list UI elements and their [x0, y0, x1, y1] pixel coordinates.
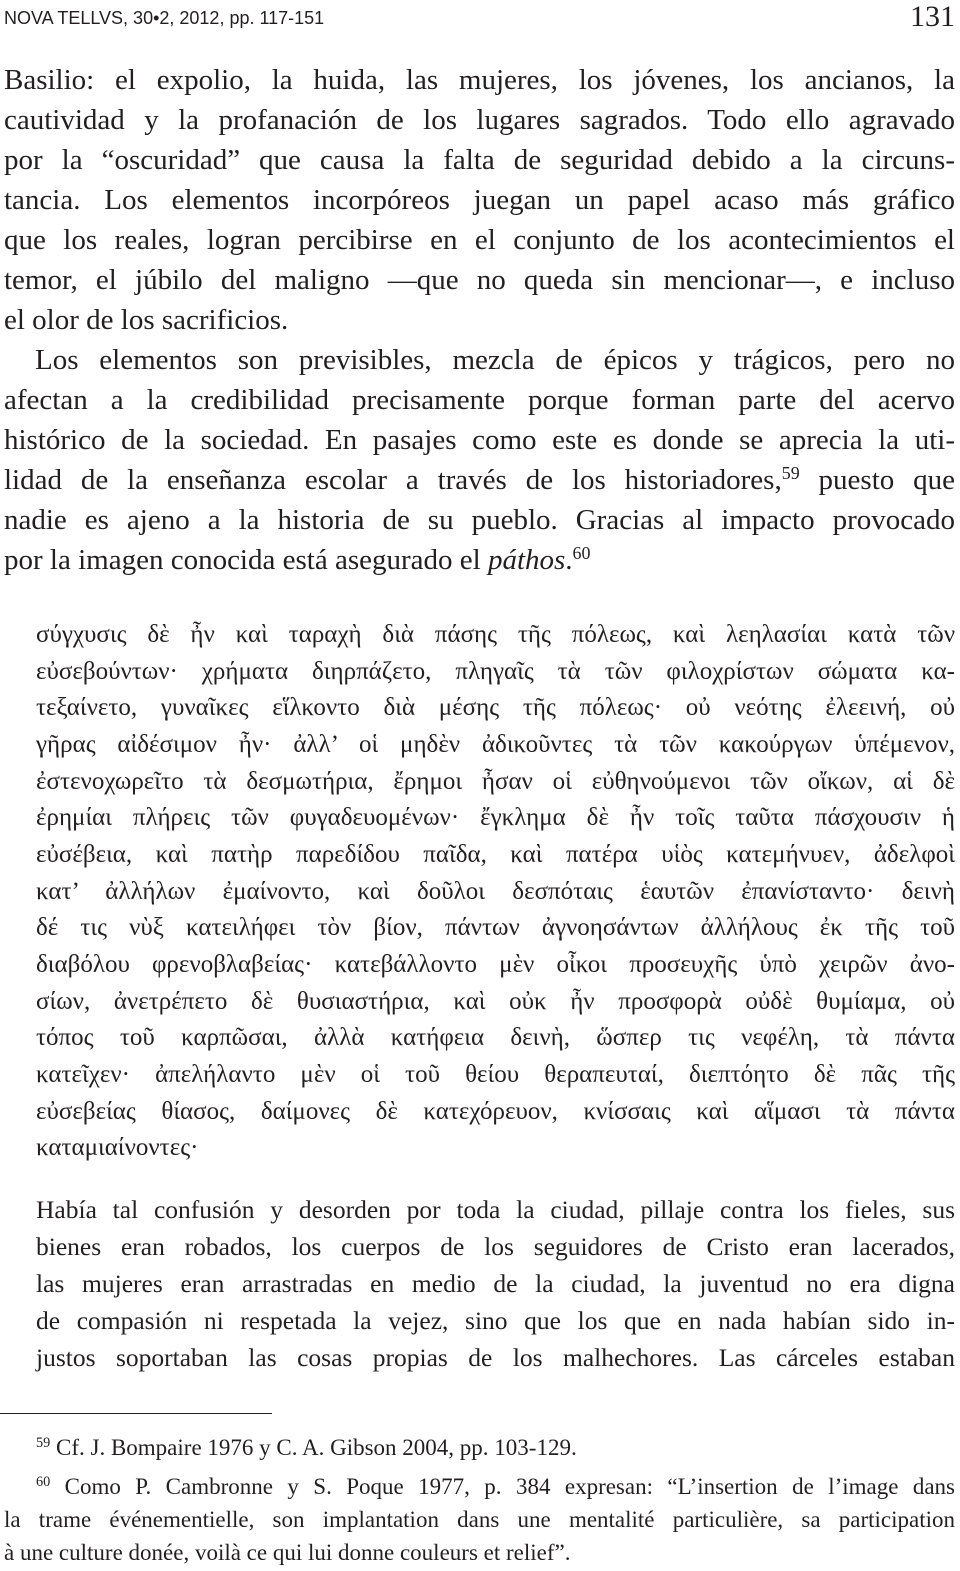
greek-line: τεξαίνετο, γυναῖκες εἵλκοντο διὰ μέσης τῆς πόλεως· οὐ νεότης ἐλεεινή, οὐ	[36, 694, 955, 722]
italic-term: páthos	[487, 544, 566, 576]
body-line-text: lidad de la enseñanza escolar a través de los historiadores,	[4, 464, 782, 496]
body-line: por la “oscuridad” que causa la falta de seguridad debido a la circuns-	[4, 144, 955, 176]
greek-line: κατ’ ἀλλήλων ἐμαίνοντο, καὶ δοῦλοι δεσπόταις ἑαυτῶν ἐπανίσταντο· δεινὴ	[36, 877, 955, 905]
body-line	[4, 540, 955, 580]
page-number: 131	[910, 0, 955, 33]
body-line: cautividad y la profanación de los lugares sagrados. Todo ello agravado	[4, 104, 955, 136]
translation-line: bienes eran robados, los cuerpos de los seguidores de Cristo eran lacerados,	[36, 1232, 955, 1261]
greek-line: ἐρημίαι πλήρεις τῶν φυγαδευομένων· ἔγκλημα δὲ ἦν τοῖς ταῦτα πάσχουσιν ἡ	[36, 804, 955, 832]
translation-line: Había tal confusión y desorden por toda la ciudad, pillaje contra los fieles, sus	[36, 1195, 955, 1224]
footnote-line	[4, 1431, 955, 1464]
footnote-line	[4, 1470, 955, 1503]
translation-line: las mujeres eran arrastradas en medio de la ciudad, la juventud no era digna	[36, 1269, 955, 1298]
body-line: histórico de la sociedad. En pasajes como este es donde se aprecia la uti-	[4, 424, 955, 456]
footnote-separator	[0, 1413, 272, 1414]
footnote-60	[4, 1470, 955, 1569]
greek-line: εὐσεβούντων· χρήματα διηρπάζετο, πληγαῖς τὰ τῶν φιλοχρίστων σώματα κα-	[36, 657, 955, 685]
body-line: temor, el júbilo del maligno —que no queda sin mencionar—, e incluso	[4, 264, 955, 296]
body-line: Basilio: el expolio, la huida, las mujeres, los jóvenes, los ancianos, la	[4, 64, 955, 96]
footnote-line: à une culture donée, voilà ce qui lui donne couleurs et relief”.	[4, 1540, 571, 1565]
greek-line: τόπος τοῦ καρπῶσαι, ἀλλὰ κατήφεια δεινὴ, ὥσπερ τις νεφέλη, τὰ πάντα	[36, 1024, 955, 1052]
translation-line: de compasión ni respetada la vejez, sino que los que en nada habían sido in-	[36, 1306, 955, 1335]
greek-quotation	[36, 617, 955, 1167]
body-text	[4, 60, 955, 580]
body-line: afectan a la credibilidad precisamente porque forman parte del acervo	[4, 384, 955, 416]
footnote-reference: 59	[781, 463, 800, 484]
greek-line: διαβόλου φρενοβλαβείας· κατεβάλλοντο μὲν οἶκοι προσευχῆς ὑπὸ χειρῶν ἀνο-	[36, 950, 955, 978]
body-line	[4, 460, 955, 500]
greek-line: σύγχυσις δὲ ἦν καὶ ταραχὴ διὰ πάσης τῆς πόλεως, καὶ λεηλασίαι κατὰ τῶν	[36, 621, 955, 648]
greek-line: κατεῖχεν· ἀπελήλαντο μὲν οἱ τοῦ θείου θεραπευταί, διεπτόητο δὲ πᾶς τῆς	[36, 1060, 955, 1088]
body-line: que los reales, logran percibirse en el conjunto de los acontecimientos el	[4, 224, 955, 256]
body-line: el olor de los sacrificios.	[4, 304, 289, 336]
greek-line: σίων, ἀνετρέπετο δὲ θυσιαστήρια, καὶ οὐκ ἦν προσφορὰ οὐδὲ θυμίαμα, οὐ	[36, 987, 955, 1015]
greek-line: δέ τις νὺξ κατειλήφει τὸν βίον, πάντων ἀγνοησάντων ἀλλήλους ἐκ τῆς τοῦ	[36, 914, 955, 942]
footnote-text: Como P. Cambronne y S. Poque 1977, p. 384 expresan: “L’insertion de l’image dans	[64, 1474, 955, 1499]
body-line: nadie es ajeno a la historia de su pueblo. Gracias al impacto provocado	[4, 504, 955, 536]
greek-line: εὐσεβείας θίασος, δαίμονες δὲ κατεχόρευον, κνίσσαις καὶ αἵμασι τὰ πάντα	[36, 1097, 955, 1125]
body-line-text: puesto que	[799, 464, 955, 496]
footnote-59	[4, 1431, 955, 1464]
body-line: Los elementos son previsibles, mezcla de épicos y trágicos, pero no	[35, 344, 955, 376]
greek-line: καταμιαίνοντες·	[36, 1134, 199, 1162]
body-line: tancia. Los elementos incorpóreos juegan un papel acaso más gráfico	[4, 184, 955, 216]
footnote-text: Cf. J. Bompaire 1976 y C. A. Gibson 2004, pp. 103-129.	[56, 1435, 577, 1460]
greek-line: ἐστενοχωρεῖτο τὰ δεσμωτήρια, ἔρημοι ἦσαν οἱ εὐθηνούμενοι τῶν οἴκων, αἱ δὲ	[36, 767, 955, 795]
body-line-text: por la imagen conocida está asegurado el	[4, 544, 488, 576]
greek-line: γῆρας αἰδέσιμον ἦν· ἀλλ’ οἱ μηδὲν ἀδικοῦντες τὰ τῶν κακούργων ὑπέμενον,	[36, 730, 955, 758]
translation-line: justos soportaban las cosas propias de los malhechores. Las cárceles estaban	[36, 1343, 955, 1372]
footnote-line: la trame événementielle, son implantation dans une mentalité particulière, sa participation	[4, 1507, 955, 1532]
greek-line: εὐσέβεια, καὶ πατὴρ παρεδίδου παῖδα, καὶ πατέρα υἱὸς κατεμήνυεν, ἀδελφοὶ	[36, 840, 955, 868]
footnote-number: 59	[36, 1435, 51, 1452]
footnote-number: 60	[36, 1474, 51, 1491]
journal-citation: NOVA TELLVS, 30•2, 2012, pp. 117-151	[4, 8, 325, 28]
footnote-reference: 60	[572, 543, 591, 564]
body-line-text: .	[565, 544, 573, 576]
spanish-translation	[36, 1191, 955, 1376]
